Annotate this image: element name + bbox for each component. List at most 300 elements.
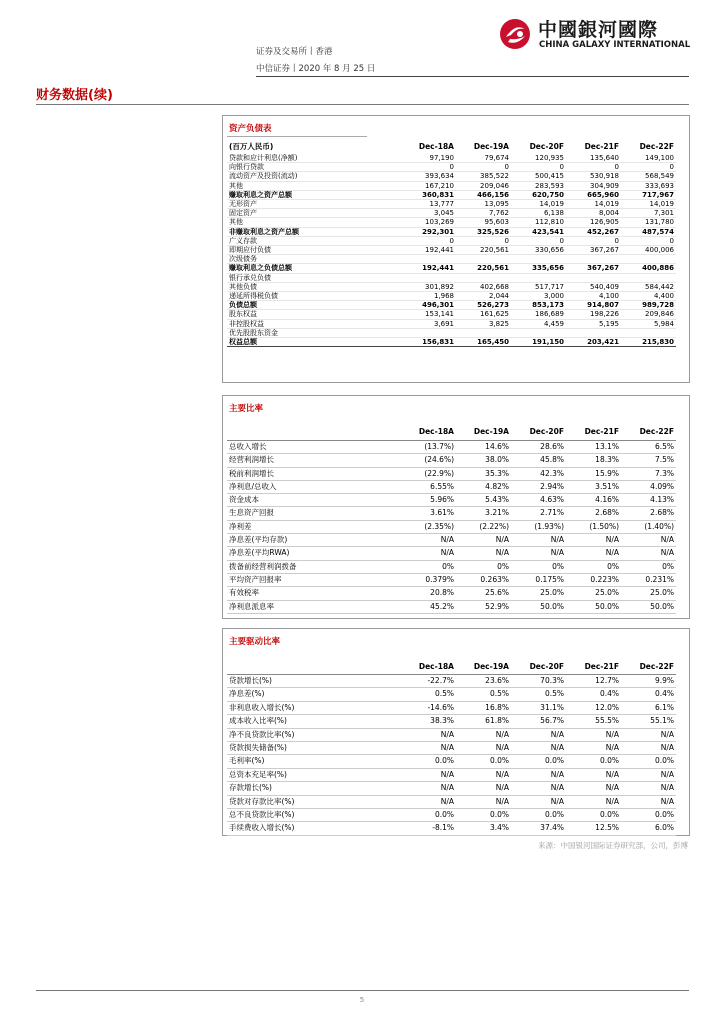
cell-value: N/A [621,768,676,781]
table-row [227,172,676,181]
cell-value: 0% [621,560,676,573]
row-label: 拨备前经营利润拨备 [227,560,401,573]
cell-value: 0.0% [456,755,511,768]
table-row [227,273,676,282]
cell-value [401,273,456,282]
cell-value [401,328,456,337]
row-label: 赚取利息之负债总额 [227,264,401,273]
cell-value: 13,095 [456,200,511,209]
title-underline [227,136,367,137]
key-drivers-panel [222,628,690,836]
cell-value: 0.223% [566,573,621,586]
cell-value: 335,656 [511,264,566,273]
key-drivers-title: 主要驱动比率 [229,637,281,647]
cell-value: N/A [401,782,456,795]
cell-value: (2.35%) [401,520,456,533]
key-drivers-table [227,659,676,836]
cell-value: 165,450 [456,338,511,347]
cell-value: 15.9% [566,467,621,480]
cell-value: 402,668 [456,282,511,291]
cell-value: 2,044 [456,292,511,301]
cell-value: -22.7% [401,675,456,688]
cell-value: 4,459 [511,319,566,328]
cell-value: 292,301 [401,227,456,236]
cell-value: N/A [456,728,511,741]
table-row [227,534,676,547]
cell-value: 540,409 [566,282,621,291]
cell-value: 0.0% [511,809,566,822]
row-label: 税前利润增长 [227,467,401,480]
table-row [227,467,676,480]
table-row [227,246,676,255]
row-label: 赚取利息之资产总额 [227,190,401,199]
cell-value: 423,541 [511,227,566,236]
cell-value: 0.0% [566,755,621,768]
cell-value: 153,141 [401,310,456,319]
balance-sheet-table [227,140,676,347]
cell-value: (1.50%) [566,520,621,533]
column-header: Dec-21F [584,142,619,151]
cell-value: 0.4% [566,688,621,701]
cell-value: 304,909 [566,181,621,190]
company-logo [498,17,694,53]
cell-value: 6.55% [401,480,456,493]
cell-value: (2.22%) [456,520,511,533]
column-header: Dec-19A [456,659,511,675]
row-label: 贷款损失储备(%) [227,742,401,755]
cell-value [511,273,566,282]
row-label: 权益总额 [227,338,401,347]
cell-value: 13,777 [401,200,456,209]
row-label: 次级债务 [227,255,401,264]
cell-value: 55.5% [566,715,621,728]
key-ratios-title: 主要比率 [229,404,264,414]
column-header: Dec-18A [401,659,456,675]
cell-value: 3,691 [401,319,456,328]
page-number: 5 [359,996,365,1004]
cell-value: 0.4% [621,688,676,701]
cell-value: N/A [401,728,456,741]
cell-value: 5.43% [456,494,511,507]
cell-value: 191,150 [511,338,566,347]
cell-value [456,255,511,264]
cell-value: -14.6% [401,701,456,714]
cell-value: 367,267 [566,264,621,273]
cell-value: 3,000 [511,292,566,301]
cell-value: 0 [511,163,566,172]
row-label: 非控股权益 [227,319,401,328]
report-header [256,44,375,78]
cell-value: 12.0% [566,701,621,714]
row-label: 净利息/总收入 [227,480,401,493]
row-label: 净息差(平均存款) [227,534,401,547]
cell-value: 3.21% [456,507,511,520]
cell-value: 330,656 [511,246,566,255]
cell-value: 989,728 [621,301,676,310]
cell-value: 220,561 [456,246,511,255]
cell-value: 530,918 [566,172,621,181]
row-label: 银行承兑负债 [227,273,401,282]
cell-value: -8.1% [401,822,456,835]
column-header: Dec-22F [639,142,674,151]
cell-value [511,255,566,264]
cell-value: 56.7% [511,715,566,728]
cell-value [401,255,456,264]
cell-value: 52.9% [456,600,511,613]
cell-value: N/A [566,768,621,781]
cell-value: 0% [456,560,511,573]
cell-value: N/A [511,742,566,755]
cell-value: 135,640 [566,154,621,163]
cell-value: N/A [511,795,566,808]
cell-value: 0.5% [511,688,566,701]
table-row [227,782,676,795]
table-row [227,255,676,264]
cell-value: (1.93%) [511,520,566,533]
cell-value: 4.16% [566,494,621,507]
source-note: 来源：中国银河国际证券研究部，公司，彭博 [538,841,688,850]
cell-value: N/A [401,547,456,560]
cell-value: 215,830 [621,338,676,347]
cell-value: 45.8% [511,454,566,467]
cell-value: 79,674 [456,154,511,163]
table-header-row [227,659,676,675]
cell-value: N/A [511,534,566,547]
table-row [227,218,676,227]
cell-value: 192,441 [401,264,456,273]
cell-value: 161,625 [456,310,511,319]
galaxy-logo-icon [498,17,532,51]
cell-value: 568,549 [621,172,676,181]
row-label: 负债总额 [227,301,401,310]
cell-value: 156,831 [401,338,456,347]
cell-value [566,255,621,264]
cell-value: 112,810 [511,218,566,227]
table-row [227,328,676,337]
cell-value: 4.82% [456,480,511,493]
cell-value: 12.7% [566,675,621,688]
cell-value: 0.0% [511,755,566,768]
cell-value: N/A [401,768,456,781]
table-row [227,507,676,520]
cell-value: 7.3% [621,467,676,480]
row-label: 净息差(%) [227,688,401,701]
cell-value: 61.8% [456,715,511,728]
row-label: 股东权益 [227,310,401,319]
header-line-1: 证券及交易所丨香港 [256,47,333,57]
cell-value: 1,968 [401,292,456,301]
cell-value: 3.4% [456,822,511,835]
logo-chinese-name: 中國銀河國際 [538,19,659,41]
cell-value: 50.0% [566,600,621,613]
table-row [227,209,676,218]
cell-value: 97,190 [401,154,456,163]
section-divider [36,104,689,105]
cell-value: 203,421 [566,338,621,347]
cell-value: 496,301 [401,301,456,310]
table-row [227,822,676,835]
cell-value: 0 [401,236,456,245]
key-drivers-body [227,675,676,836]
cell-value: 717,967 [621,190,676,199]
table-row [227,292,676,301]
cell-value: 6,138 [511,209,566,218]
cell-value: N/A [566,534,621,547]
row-label: 即期应付负债 [227,246,401,255]
cell-value: 126,905 [566,218,621,227]
cell-value: 0 [456,236,511,245]
cell-value [456,273,511,282]
cell-value: 0 [511,236,566,245]
empty-header [227,659,401,675]
cell-value: 0 [621,163,676,172]
cell-value: 220,561 [456,264,511,273]
table-row [227,338,676,347]
cell-value: N/A [401,534,456,547]
cell-value: N/A [621,742,676,755]
cell-value: 487,574 [621,227,676,236]
cell-value: N/A [456,742,511,755]
cell-value: 167,210 [401,181,456,190]
cell-value: 3,825 [456,319,511,328]
cell-value: 149,100 [621,154,676,163]
cell-value: N/A [401,742,456,755]
cell-value: 95,603 [456,218,511,227]
table-row [227,688,676,701]
cell-value: 5.96% [401,494,456,507]
table-row [227,600,676,613]
cell-value: N/A [621,795,676,808]
cell-value [621,255,676,264]
cell-value: N/A [456,782,511,795]
table-row [227,227,676,236]
cell-value: 0.379% [401,573,456,586]
row-label: 固定资产 [227,209,401,218]
column-header: Dec-22F [621,424,676,441]
cell-value: N/A [456,547,511,560]
cell-value: 16.8% [456,701,511,714]
cell-value: 50.0% [621,600,676,613]
row-label: 非赚取利息之资产总额 [227,227,401,236]
cell-value: 0.0% [566,809,621,822]
column-header: Dec-22F [621,659,676,675]
cell-value: 853,173 [511,301,566,310]
cell-value: 14.6% [456,441,511,454]
cell-value: 333,693 [621,181,676,190]
table-row [227,587,676,600]
cell-value: 283,593 [511,181,566,190]
cell-value: 4.09% [621,480,676,493]
table-row [227,480,676,493]
table-row [227,301,676,310]
row-label: 贷款对存款比率(%) [227,795,401,808]
cell-value: N/A [566,547,621,560]
row-label: 手续费收入增长(%) [227,822,401,835]
row-label: 净利息派息率 [227,600,401,613]
row-label: 净息差(平均RWA) [227,547,401,560]
cell-value: N/A [511,728,566,741]
cell-value: 5,195 [566,319,621,328]
cell-value: 2.68% [621,507,676,520]
cell-value: 37.4% [511,822,566,835]
cell-value: 4,400 [621,292,676,301]
table-row [227,163,676,172]
table-row [227,675,676,688]
column-header: Dec-21F [566,659,621,675]
cell-value: 0% [566,560,621,573]
cell-value: 4,100 [566,292,621,301]
cell-value: (13.7%) [401,441,456,454]
cell-value: 0 [566,163,621,172]
cell-value: 914,807 [566,301,621,310]
cell-value: 131,780 [621,218,676,227]
cell-value: 5,984 [621,319,676,328]
section-title: 财务数据(续) [36,88,113,103]
table-row [227,809,676,822]
cell-value: N/A [566,742,621,755]
cell-value: 23.6% [456,675,511,688]
cell-value: 103,269 [401,218,456,227]
cell-value: N/A [621,547,676,560]
table-row [227,728,676,741]
table-row [227,755,676,768]
cell-value: 301,892 [401,282,456,291]
row-label: 优先股股东资金 [227,328,401,337]
cell-value: 0% [401,560,456,573]
cell-value: 452,267 [566,227,621,236]
cell-value [566,273,621,282]
cell-value: 35.3% [456,467,511,480]
cell-value: 400,886 [621,264,676,273]
cell-value: 400,006 [621,246,676,255]
unit-label: (百万人民币) [229,142,274,151]
cell-value: 186,689 [511,310,566,319]
cell-value: 9.9% [621,675,676,688]
cell-value: 466,156 [456,190,511,199]
cell-value: 6.5% [621,441,676,454]
row-label: 其他负债 [227,282,401,291]
cell-value: 0 [401,163,456,172]
row-label: 无形资产 [227,200,401,209]
table-row [227,547,676,560]
row-label: 贷款和应计利息(净额) [227,154,401,163]
cell-value: 198,226 [566,310,621,319]
cell-value: 18.3% [566,454,621,467]
cell-value: 14,019 [621,200,676,209]
cell-value: 2.68% [566,507,621,520]
table-row [227,282,676,291]
column-header: Dec-20F [511,659,566,675]
table-row [227,520,676,533]
cell-value: 31.1% [511,701,566,714]
table-row [227,768,676,781]
cell-value: 325,526 [456,227,511,236]
cell-value: 584,442 [621,282,676,291]
row-label: 广义存款 [227,236,401,245]
row-label: 其他 [227,181,401,190]
row-label: 总不良贷款比率(%) [227,809,401,822]
table-row [227,310,676,319]
header-line-2: 中信证券丨2020 年 8 月 25 日 [256,64,376,74]
row-label: 平均资产回报率 [227,573,401,586]
cell-value: (1.40%) [621,520,676,533]
cell-value: 120,935 [511,154,566,163]
key-ratios-panel [222,395,690,619]
column-header: Dec-19A [456,424,511,441]
cell-value: 526,273 [456,301,511,310]
row-label: 资金成本 [227,494,401,507]
column-header: Dec-20F [511,424,566,441]
cell-value [566,328,621,337]
row-label: 贷款增长(%) [227,675,401,688]
row-label: 经营利润增长 [227,454,401,467]
cell-value: 0.0% [456,809,511,822]
column-header: Dec-20F [529,142,564,151]
cell-value [621,328,676,337]
cell-value: (22.9%) [401,467,456,480]
cell-value: 25.0% [511,587,566,600]
cell-value: 367,267 [566,246,621,255]
cell-value: 192,441 [401,246,456,255]
row-label: 总收入增长 [227,441,401,454]
logo-english-name: CHINA GALAXY INTERNATIONAL [539,40,691,50]
cell-value: N/A [401,795,456,808]
row-label: 毛利率(%) [227,755,401,768]
cell-value: N/A [456,795,511,808]
cell-value: 2.94% [511,480,566,493]
table-row [227,154,676,163]
row-label: 向银行贷款 [227,163,401,172]
table-row [227,264,676,273]
cell-value: 7,762 [456,209,511,218]
row-label: 存款增长(%) [227,782,401,795]
cell-value: 0.0% [621,755,676,768]
table-row [227,573,676,586]
cell-value: 50.0% [511,600,566,613]
row-label: 递延所得税负债 [227,292,401,301]
cell-value: 45.2% [401,600,456,613]
cell-value: 4.13% [621,494,676,507]
footer-divider [36,990,689,991]
table-row [227,181,676,190]
cell-value: N/A [456,534,511,547]
column-header: Dec-21F [566,424,621,441]
cell-value [621,273,676,282]
cell-value: 0.0% [401,809,456,822]
cell-value: 620,750 [511,190,566,199]
empty-header [227,424,401,441]
cell-value: 500,415 [511,172,566,181]
column-header: Dec-18A [401,424,456,441]
cell-value [511,328,566,337]
cell-value: 20.8% [401,587,456,600]
table-row [227,795,676,808]
cell-value: N/A [621,782,676,795]
table-row [227,200,676,209]
key-ratios-table [227,424,676,614]
cell-value: 0.5% [456,688,511,701]
cell-value: N/A [511,782,566,795]
cell-value: (24.6%) [401,454,456,467]
cell-value: 7.5% [621,454,676,467]
cell-value: 0.231% [621,573,676,586]
cell-value: 12.5% [566,822,621,835]
cell-value: 665,960 [566,190,621,199]
cell-value: 25.6% [456,587,511,600]
table-row [227,454,676,467]
column-header: Dec-19A [473,142,509,151]
row-label: 非利息收入增长(%) [227,701,401,714]
